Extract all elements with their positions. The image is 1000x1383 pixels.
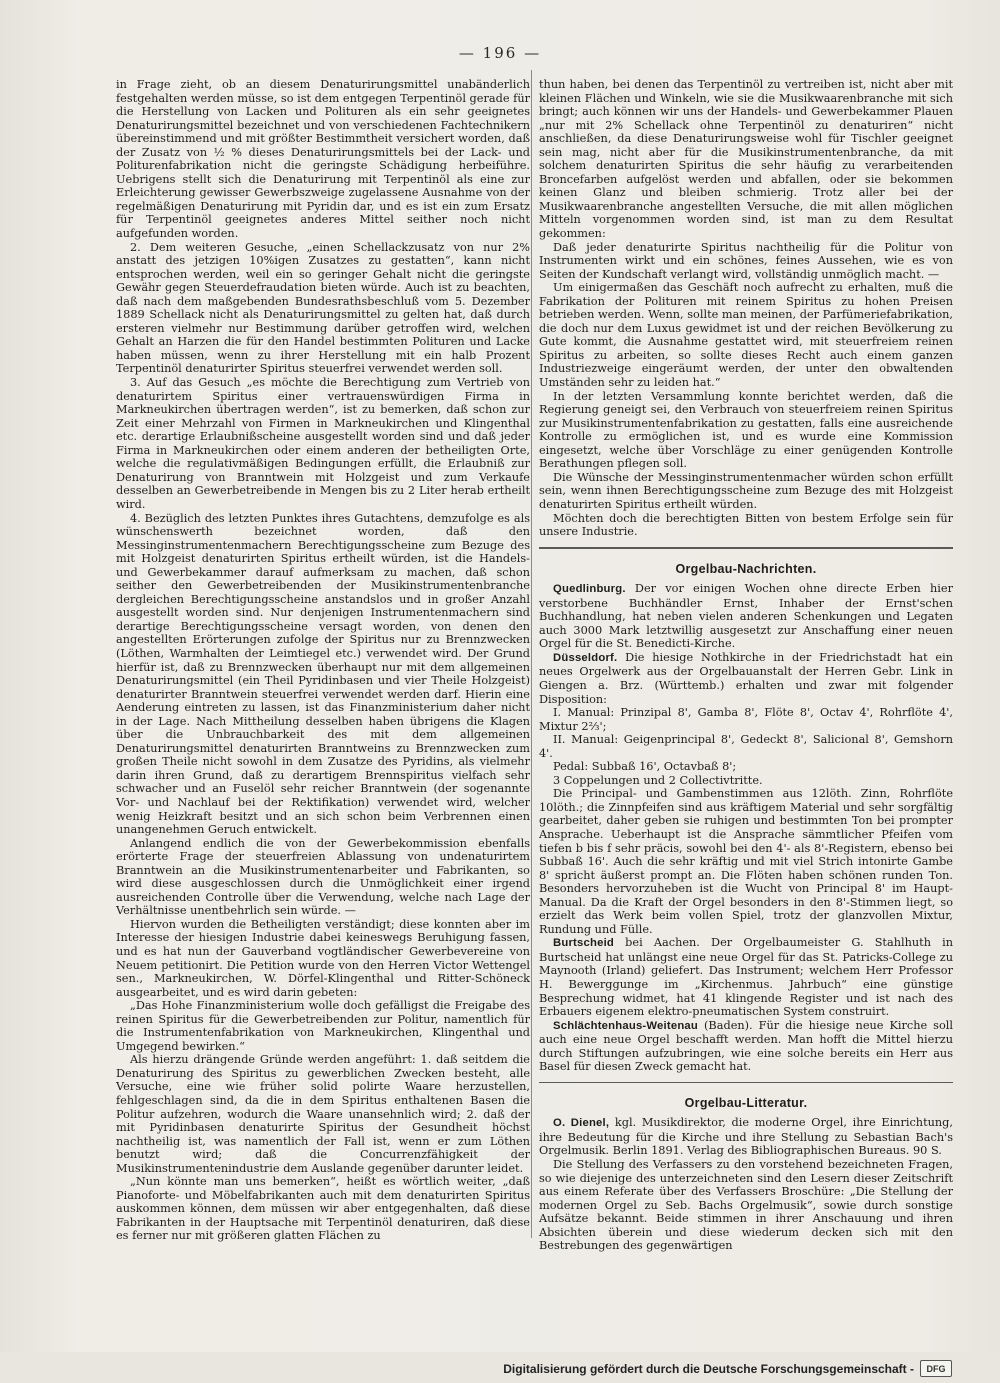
paragraph: in Frage zieht, ob an diesem Denaturirungsmittel unabänderlich festgehalten werden müsse, so ist dem entgegen Terpentinöl gerade für die Herstellung von Lacken und Polituren als ein sehr geeignetes Denaturirungsmittel bezeichnet und von verschiedenen Fachtechnikern übereinstimmend und mit größter Bestimmtheit versichert worden, daß der Zusatz von ½ % dieses Denaturirungsmittels bei der Lack- und Politurenfabrikation nicht die geringste Schädigung herbeiführe. Uebrigens stellt sich die Denaturirung mit Terpentinöl als eine zur Erleichterung gewisser Gewerbszweige zugelassene Ausnahme von der regelmäßigen Denaturirung mit Pyridin dar, und es ist ein zum Ersatz für Terpentinöl geeignetes anderes Mittel seither noch nicht aufgefunden worden.: [116, 78, 530, 241]
footer: [503, 1360, 952, 1377]
disposition-manual-1: I. Manual: Prinzipal 8', Gamba 8', Flöte 8', Octav 4', Rohrflöte 4', Mixtur 2⅔';: [539, 706, 953, 733]
literature-item: [539, 1116, 953, 1158]
news-item-duesseldorf: [539, 651, 953, 706]
dfg-logo-icon: DFG: [920, 1360, 952, 1377]
paragraph: Möchten doch die berechtigten Bitten von bestem Erfolge sein für unsere Industrie.: [539, 511, 953, 539]
place-name: Düsseldorf.: [553, 651, 618, 664]
news-item-schlaechtenhaus: [539, 1019, 953, 1074]
place-name: Burtscheid: [553, 937, 615, 950]
paragraph: Als hierzu drängende Gründe werden angeführt: 1. daß seitdem die Denaturirung des Spiritus zu gewerblichen Zwecken besteht, alle Versuche, eine wie früher solid polirte Waare herzustellen, fehlgeschlagen sind, da die in dem Spiritus enthaltenen Basen die Politur aufzehren, wodurch die Waare unansehnlich wird; 2. daß der mit Pyridinbasen denaturirte Spiritus der Gesundheit höchst nachtheilig ist, was namentlich der Fall ist, wenn er zum Löthen benutzt wird; daß die Concurrenzfähigkeit der Musikinstrumentenindustrie dem Auslande gegenüber darunter leidet.: [116, 1053, 530, 1175]
paragraph: Um einigermaßen das Geschäft noch aufrecht zu erhalten, muß die Fabrikation der Polituren mit reinem Spiritus zu hohen Preisen betrieben werden. Wenn, sollte man meinen, der Parfümeriefabrikation, die doch nur dem Luxus gewidmet ist und der reichen Bevölkerung zu Gute kommt, die Ausnahme gestattet wird, mit steuerfreiem reinen Spiritus zu arbeiten, so sollte dieses Recht auch einem ganzen Industriezweige eingeräumt werden, der unter den obwaltenden Umständen sehr zu leiden hat.“: [539, 281, 953, 390]
paragraph: Daß jeder denaturirte Spiritus nachtheilig für die Politur von Instrumenten wirkt und ein schönes, feines Aussehen, wie es von Seiten der Kundschaft verlangt wird, vollständig unmöglich macht. —: [539, 240, 953, 281]
news-text: bei Aachen. Der Orgelbaumeister G. Stahlhuth in Burtscheid hat unlängst eine neue Orgel für das St. Patricks-College zu Maynooth (Irland) geliefert. Das Instrument; welchem Herr Professor H. Bewerggunge im „Kirchenmus. Jahrbuch“ eine günstige Besprechung widmet, hat 41 klingende Register und ist nach des Erbauers eigenem elektro-pneumatischen System construirt.: [539, 936, 953, 1019]
right-column: [539, 78, 953, 1253]
section-rule: [539, 547, 953, 549]
paragraph: 3. Auf das Gesuch „es möchte die Berechtigung zum Vertrieb von denaturirtem Spiritus einer vertrauenswürdigen Firma in Markneukirchen übertragen werden“, ist zu bemerken, daß schon zur Zeit einer Mehrzahl von Firmen in Markneukirchen und Klingenthal etc. derartige Erlaubnißscheine ausgestellt worden sind und daß jeder Firma in Markneukirchen oder einem anderen der betheiligten Orte, welche die regulativmäßigen Bedingungen erfüllt, die Erlaubniß zur Denaturirung von Branntwein mit Holzgeist und zum Verkaufe desselben an Gewerbetreibende in Mengen bis zu 2 Liter herab ertheilt wird.: [116, 376, 530, 511]
section-rule: [539, 1082, 953, 1083]
paragraph: Anlangend endlich die von der Gewerbekommission ebenfalls erörterte Frage der steuerfreien Ablassung von undenaturirtem Branntwein an die Musikinstrumentenarbeiter und Fabrikanten, so wird diese ausgeschlossen durch die Unmöglichkeit einer irgend ausreichenden Controlle über die Verwendung, welche nach Lage der Verhältnisse unentbehrlich sein würde. —: [116, 836, 530, 918]
news-text: Die hiesige Nothkirche in der Friedrichstadt hat ein neues Orgelwerk aus der Orgelbauanstalt der Herren Gebr. Link in Giengen a. Brz. (Württemb.) erhalten und zwar mit folgender Disposition:: [539, 650, 953, 706]
page-number: — 196 —: [458, 44, 542, 62]
section-heading-orgelbau-litteratur: Orgelbau-Litteratur.: [684, 1095, 808, 1110]
news-text: (Baden). Für die hiesige neue Kirche soll auch eine neue Orgel beschafft werden. Man hofft die Mittel hierzu durch Stiftungen aufzubringen, wie eine solche bereits ein Herr aus Basel für diesen Zweck gemacht hat.: [539, 1018, 954, 1074]
paragraph: thun haben, bei denen das Terpentinöl zu vertreiben ist, nicht aber mit kleinen Flächen und Winkeln, wie sie die Musikwaarenbranche mit sich bringt; auch können wir uns der Handels- und Gewerbekammer Plauen „nur mit 2% Schellack ohne Terpentinöl zu denaturiren“ nicht anschließen, da diese Denaturirungsweise wohl für Tischler geeignet sein mag, nicht aber für die Musikinstrumentenbranche, da mit solchem denaturirten Spiritus die sehr häufig zu verarbeitenden Broncefarben aufgelöst werden und abfallen, oder sie bekommen keinen Glanz und bleiben schmierig. Trotz aller bei der Musikwaarenbranche angestellten Versuche, die mit allen möglichen Mitteln vorgenommen worden sind, ist man zu dem Resultat gekommen:: [539, 78, 953, 241]
news-item-burtscheid: [539, 936, 953, 1018]
literature-text: kgl. Musikdirektor, die moderne Orgel, ihre Einrichtung, ihre Bedeutung für die Kirche und ihre Stellung zu Sebastian Bach's Orgelmusik. Berlin 1891. Verlag des Bibliographischen Bureaus. 90 S.: [539, 1116, 953, 1158]
author-name: O. Dienel,: [553, 1117, 610, 1130]
column-divider: [531, 70, 532, 1238]
footer-credit: Digitalisierung gefördert durch die Deutsche Forschungsgemeinschaft -: [503, 1361, 914, 1376]
news-item-quedlinburg: [539, 582, 953, 651]
paragraph: Die Principal- und Gambenstimmen aus 12löth. Zinn, Rohrflöte 10löth.; die Zinnpfeifen sind aus kräftigem Material und sehr sorgfältig gearbeitet, daher geben sie ruhigen und bestimmten Ton bei prompter Ansprache. Ueberhaupt ist die Ansprache sämmtlicher Pfeifen vom tiefen b bis f sehr präcis, sowohl bei den 4'- als 8'-Registern, ebenso bei Subbaß 16'. Auch die sehr kräftig und mit viel Strich intonirte Gambe 8' spricht äußerst prompt an. Die Flöten haben schönen runden Ton. Besonders hervorzuheben ist die Wucht von Principal 8' im Haupt-Manual. Da die Kraft der Orgel besonders in den 8'-Stimmen liegt, so erzielt das Werk beim vollen Spiel, trotz der glanzvollen Mixtur, Rundung und Fülle.: [539, 787, 953, 936]
paragraph: 4. Bezüglich des letzten Punktes ihres Gutachtens, demzufolge es als wünschenswerth bezeichnet worden, daß den Messinginstrumentenmachern Berechtigungsscheine zum Bezuge des mit Holzgeist denaturirten Spiritus ertheilt würden, ist die Handels- und Gewerbekammer darauf aufmerksam zu machen, daß schon seither den Gewerbetreibenden der Musikinstrumentenbranche dergleichen Berechtigungsscheine anstandslos und in großer Anzahl ausgestellt worden sind. Nur denjenigen Instrumentenmachern sind derartige Berechtigungsscheine versagt worden, von denen den angestellten Erörterungen zufolge der Spiritus nur zu Brennzwecken (Löthen, Warmhalten der Leimtiegel etc.) verwendet wird. Der Grund hierfür ist, daß zu Brennzwecken überhaupt nur mit dem allgemeinen Denaturirungsmittel (ein Theil Pyridinbasen und vier Theile Holzgeist) denaturirter Branntwein steuerfrei verwendet werden darf. Hierin eine Aenderung eintreten zu lassen, ist das Finanzministerium daher nicht in der Lage. Nach Mittheilung desselben haben übrigens die Klagen über die Unbrauchbarkeit des mit dem allgemeinen Denaturirungsmittel denaturirten Branntweins zu Brennzwecken zum großen Theile nicht sowohl in dem Zusatze des Pyridins, als vielmehr darin ihren Grund, daß zu derartigem Brennspiritus vielfach sehr schwacher und an Fuselöl sehr reicher Branntwein (der sogenannte Vor- und Nachlauf bei der Rektifikation) verwendet wird, welcher wenig Heizkraft besitzt und an sich schon beim Verbrennen einen unangenehmen Geruch entwickelt.: [116, 511, 530, 837]
news-text: Der vor einigen Wochen ohne directe Erben hier verstorbene Buchhändler Ernst, Inhaber der Ernst'schen Buchhandlung, hat neben vielen anderen Schenkungen und Legaten auch 3000 Mark letztwillig ausgesetzt zur Anschaffung einer neuen Orgel für die St. Benedicti-Kirche.: [539, 582, 953, 651]
quote-paragraph: „Das Hohe Finanzministerium wolle doch gefälligst die Freigabe des reinen Spiritus für die Gewerbetreibenden zur Politur, namentlich für die Instrumentenfabrikation von Markneukirchen, Klingenthal und Umgegend bewirken.“: [116, 999, 530, 1053]
paragraph: Die Wünsche der Messinginstrumentenmacher würden schon erfüllt sein, wenn ihnen Berechtigungsscheine zum Bezuge des mit Holzgeist denaturirten Spiritus ertheilt würden.: [539, 470, 953, 511]
disposition-manual-2: II. Manual: Geigenprincipal 8', Gedeckt 8', Salicional 8', Gemshorn 4'.: [539, 733, 953, 760]
paragraph: Die Stellung des Verfassers zu den vorstehend bezeichneten Fragen, so wie diejenige des unterzeichneten sind den Lesern dieser Zeitschrift aus einem Referate über des Verfassers Broschüre: „Die Stellung der modernen Orgel zu Seb. Bachs Orgelmusik“, sowie durch sonstige Aufsätze bekannt. Beide stimmen in ihrer Anschauung und ihren Absichten überein und diese wiederum decken sich mit den Bestrebungen des gegenwärtigen: [539, 1158, 953, 1253]
paragraph: In der letzten Versammlung konnte berichtet werden, daß die Regierung geneigt sei, den Verbrauch von steuerfreiem reinen Spiritus zur Musikinstrumentenfabrikation zu gestatten, falls eine ausreichende Kontrolle zu ermöglichen ist, und es wurde eine Kommission eingesetzt, welche über Vorschläge zu einer genügenden Kontrolle Berathungen pflegen soll.: [539, 389, 953, 471]
place-name: Schlächtenhaus-Weitenau: [553, 1019, 699, 1032]
paragraph: Hiervon wurden die Betheiligten verständigt; diese konnten aber im Interesse der hiesigen Industrie dabei keineswegs Beruhigung fassen, und es hat nun der Gauverband vogtländischer Gewerbevereine von Neuem petitionirt. Die Petition wurde von den Herren Victor Wettengel sen., Markneukirchen, W. Dörfel-Klingenthal und Ritter-Schöneck ausgearbeitet, und es wird darin gebeten:: [116, 917, 530, 999]
place-name: Quedlinburg.: [553, 583, 626, 596]
paragraph: 2. Dem weiteren Gesuche, „einen Schellackzusatz von nur 2% anstatt des jetzigen 10%igen Zusatzes zu gestatten“, kann nicht entsprochen werden, weil ein so geringer Gehalt nicht die geringste Gewähr gegen Steuerdefraudation bieten würde. Auch ist zu beachten, daß nach dem maßgebenden Bundesrathsbeschluß vom 5. Dezember 1889 Schellack nicht als Denaturirungsmittel zu gelten hat, daß durch ersteren vielmehr nur Bestimmung darüber getroffen wird, welchen Gehalt an Harzen die für den Handel bestimmten Polituren und Lacke haben müssen, wenn zu ihrer Herstellung mit ein halb Prozent Terpentinöl denaturirter Spiritus steuerfrei verwendet werden soll.: [116, 240, 530, 376]
disposition-pedal: Pedal: Subbaß 16', Octavbaß 8';: [553, 760, 737, 774]
disposition-couplers: 3 Coppelungen und 2 Collectivtritte.: [553, 773, 763, 787]
paragraph: „Nun könnte man uns bemerken“, heißt es wörtlich weiter, „daß Pianoforte- und Möbelfabrikanten auch mit dem denaturirten Spiritus auskommen können, dem müssen wir aber entgegenhalten, daß diese Fabrikanten in der Hauptsache mit Terpentinöl denaturiren, daß diese es ferner nur mit größeren glatten Flächen zu: [116, 1175, 530, 1243]
section-heading-orgelbau-nachrichten: Orgelbau-Nachrichten.: [675, 561, 817, 576]
left-column: [116, 78, 530, 1243]
